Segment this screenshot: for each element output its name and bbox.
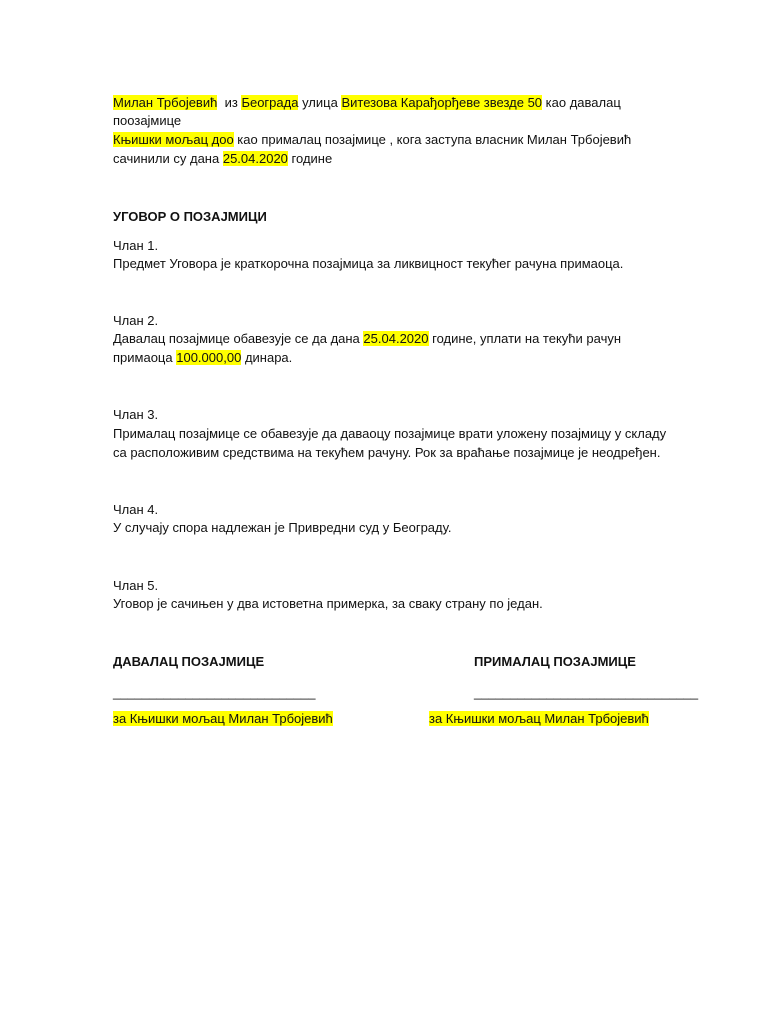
header-line-2 (113, 111, 181, 130)
lender-signature-name-text: за Књишки мољац Милан Трбојевић (113, 711, 333, 726)
header-line-3 (113, 130, 631, 149)
city: Београда (241, 95, 299, 110)
article-5-text: Уговор је сачињен у два истоветна примерка, за сваку страну по један. (113, 596, 543, 611)
article-2-line-2-suffix: динара. (244, 350, 293, 365)
document-title: УГОВОР О ПОЗАЈМИЦИ (113, 209, 267, 224)
borrower-signature-name-text: за Књишки мољац Милан Трбојевић (429, 711, 649, 726)
borrower-signature-line: _______________________________ (474, 685, 699, 700)
address: Витезова Карађорђеве звезде 50 (341, 95, 543, 110)
lender-signature-line: ____________________________ (113, 685, 316, 700)
article-5-heading: Члан 5. (113, 578, 159, 593)
borrower-desc: као прималац позајмице , кога заступа власник Милан Трбојевић (237, 132, 632, 147)
article-2-line-1 (113, 329, 621, 348)
signed-suffix: године (291, 151, 333, 166)
article-1-heading: Члан 1. (113, 238, 159, 253)
lender-signature-label: ДАВАЛАЦ ПОЗАЈМИЦЕ (113, 654, 265, 669)
header-line-1 (113, 93, 621, 112)
article-2-date: 25.04.2020 (363, 331, 429, 346)
borrower-company: Књишки мољац доо (113, 132, 234, 147)
article-2-line-2-prefix: примаоца (113, 350, 173, 365)
article-2-line-2 (113, 348, 292, 367)
signed-prefix: сачинили су дана (113, 151, 220, 166)
article-3-line-1: Прималац позајмице се обавезује да даваоцу позајмице врати уложену позајмицу у складу (113, 426, 667, 441)
from-word: из (224, 95, 238, 110)
loan-amount: 100.000,00 (176, 350, 242, 365)
article-3-line-2: са расположивим средствима на текућем рачуну. Рок за враћање позајмице је неодређен. (113, 445, 661, 460)
article-3-heading: Члан 3. (113, 407, 159, 422)
article-4-heading: Члан 4. (113, 502, 159, 517)
header-line-4 (113, 149, 332, 168)
article-1-text: Предмет Уговора је краткорочна позајмица за ликвицност текућег рачуна примаоца. (113, 256, 624, 271)
article-2-line-1-suffix: године, уплати на текући рачун (432, 331, 622, 346)
article-4-text: У случају спора надлежан је Привредни суд у Београду. (113, 520, 452, 535)
lender-signature-name (113, 709, 333, 728)
street-word: улица (302, 95, 338, 110)
lender-role-part2: поозајмице (113, 113, 182, 128)
article-2-line-1-prefix: Давалац позајмице обавезује се да дана (113, 331, 360, 346)
borrower-signature-label: ПРИМАЛАЦ ПОЗАЈМИЦЕ (474, 654, 636, 669)
contract-date: 25.04.2020 (222, 151, 288, 166)
lender-role-part1: као давалац (545, 95, 621, 110)
article-2-heading: Члан 2. (113, 313, 159, 328)
lender-name: Милан Трбојевић (113, 95, 218, 110)
borrower-signature-name (429, 709, 649, 728)
